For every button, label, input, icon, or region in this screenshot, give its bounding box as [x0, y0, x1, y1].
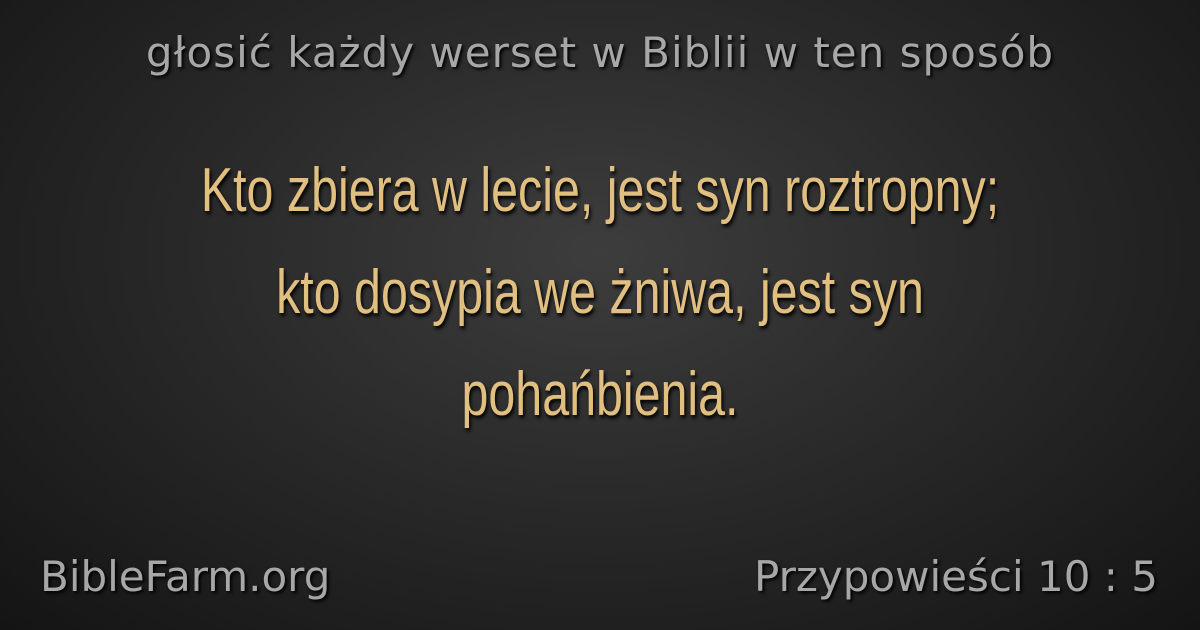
verse-text: Kto zbiera w lecie, jest syn roztropny; kto dosypia we żniwa, jest syn pohańbienia. — [200, 156, 1000, 429]
tagline-heading: głosić każdy werset w Biblii w ten sposób — [145, 28, 1055, 77]
site-name: BibleFarm.org — [40, 552, 331, 601]
verse-reference: Przypowieści 10 : 5 — [754, 552, 1158, 601]
